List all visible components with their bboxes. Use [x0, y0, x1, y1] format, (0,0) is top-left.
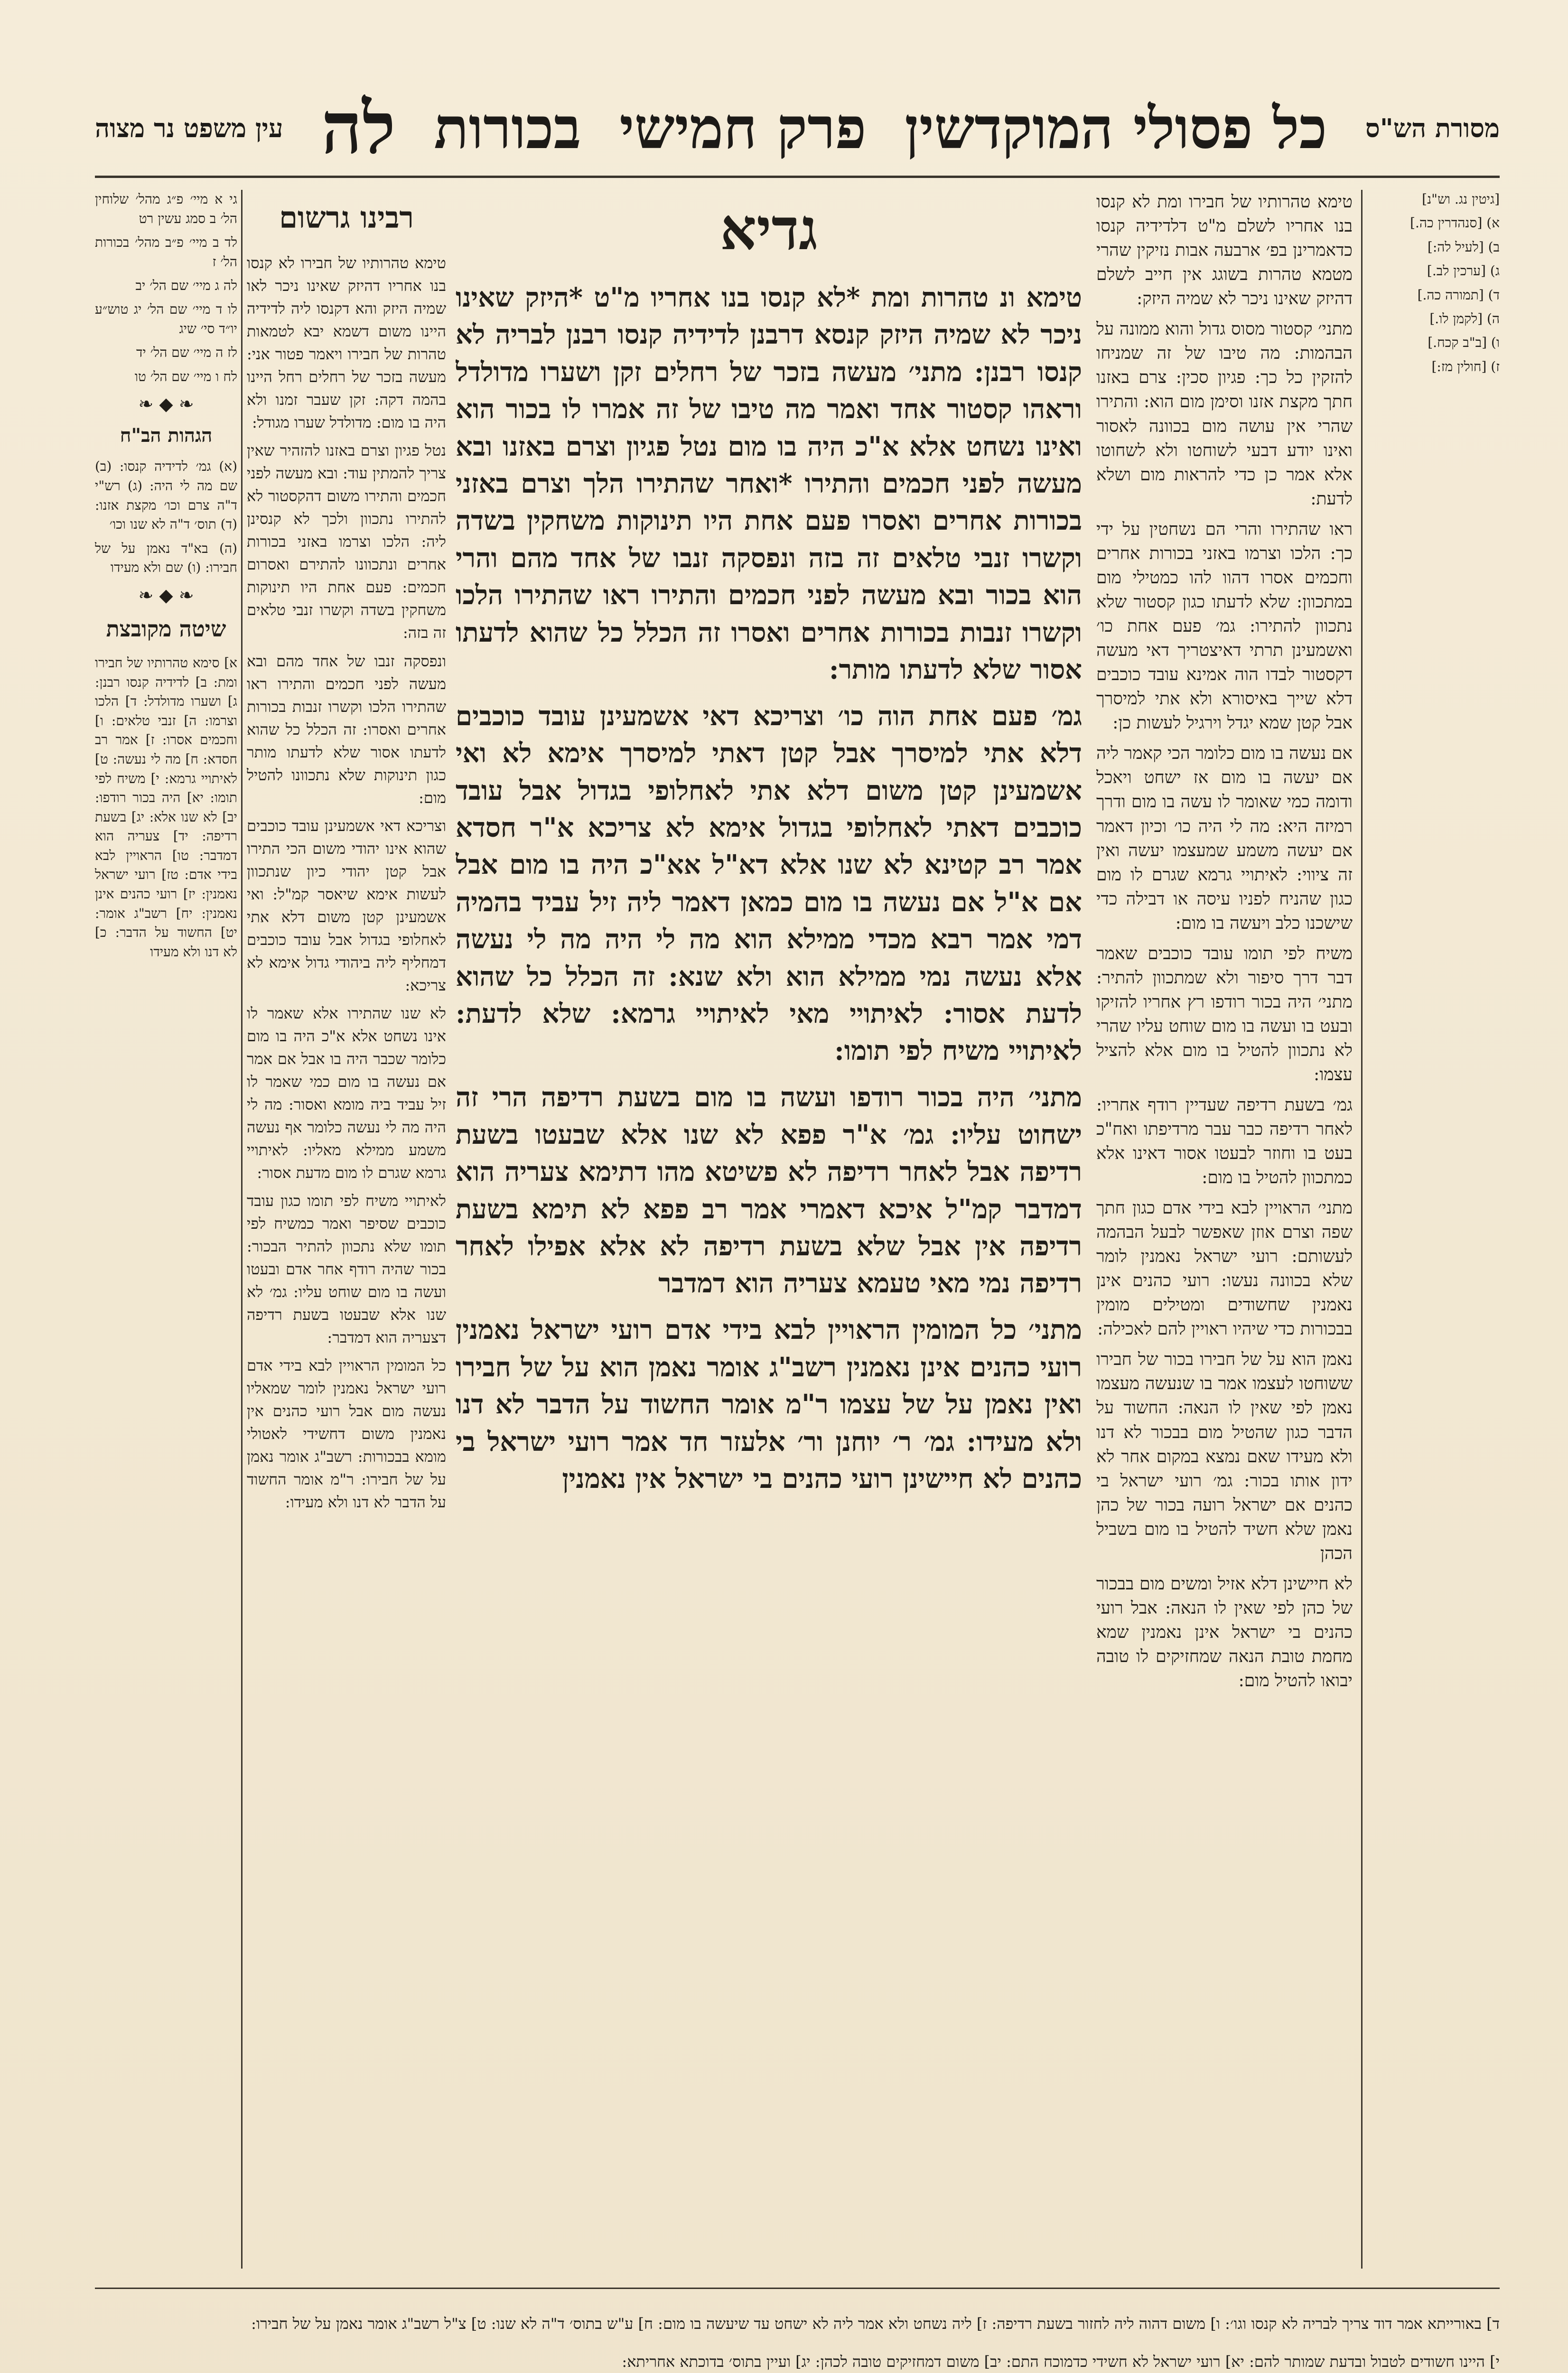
- page-header: [95, 85, 1500, 171]
- ein-mishpat-entry: לה ג מיי׳ שם הל׳ יב: [135, 277, 237, 293]
- rashi-paragraph: לא חיישינן דלא אזיל ומשים מום בבכור של כהן לפי שאין לו הנאה: אבל רועי כהנים בי ישראל אינן נאמנין שמא מחמת טובת הנאה שמחזיקים לו טובה יבואו להטיל מום:: [1096, 1574, 1353, 1691]
- masoret-entries: [1367, 190, 1500, 376]
- gemara-paragraph: מתני׳ כל המומין הראויין לבא בידי אדם רועי ישראל נאמנין רועי כהנים אינן נאמנין רשב"ג אומר נאמן הוא על של חבירו ואין נאמן על של עצמו ר"מ אומר החשוד על הדבר לא דנו ולא מעידו: גמ׳ ר׳ יוחנן ור׳ אלעזר חד אמר רועי ישראל בי כהנים לא חיישינן רועי כהנים בי ישראל אין נאמנין: [456, 1314, 1082, 1495]
- rabbeinu-gershom-text: [247, 252, 446, 1513]
- masoret-entry: [גיטין נג. וש"נ]: [1422, 191, 1500, 207]
- masoret-header-label: מסורת הש"ס: [1365, 113, 1500, 143]
- chapter-name-title: כל פסולי המוקדשין: [905, 94, 1327, 162]
- column-rule-1: [1361, 190, 1363, 2269]
- ein-mishpat-header-label: עין משפט נר מצוה: [95, 113, 283, 143]
- hagahot-entries: [95, 457, 237, 577]
- rashi-paragraph: מתני׳ הראויין לבא בידי אדם כגון חתך שפה וצרם אוזן שאפשר לבעל הבהמה לעשותם: רועי ישראל נאמנין לומר שלא בכוונה נעשו: רועי כהנים אינן נאמנין שחשודים ומטילים מומין בבכורות כדי שיהיו ראויין להם לאכילה:: [1096, 1198, 1353, 1339]
- rashi-paragraph: ראו שהתירו והרי הם נשחטין על ידי כך: הלכו וצרמו באזני בכורות אחרים וחכמים אסרו דהוו להו כמטילי מום במתכוון: שלא לדעתו כגון קסטור שלא נתכוון להתירו: גמ׳ פעם אחת כו׳ ואשמעינן תרתי דאיצטריך דאי מעשה דקסטור לבדו הוה אמינא עובד כוכבים דלא שייך באיסורא ולא אתי למיסרך אבל קטן שמא יגדל וירגיל לעשות כן:: [1096, 519, 1353, 733]
- shita-entry: א] סימא טהרותיו של חבירו ומת: ב] לדידיה קנסו רבנן: ג] ושערו מדולדל: ד] הלכו וצרמו: ה] זנבי טלאים: ו] וחכמים אסרו: ז] אמר רב חסדא: ח] מה לי נעשה: ט] לאיתויי גרמא: י] משיח לפי תומו: יא] היה בכור רודפו: יב] לא שנו אלא: יג] בשעת רדיפה: יד] צעריה הוא דמדבר: טו] הראויין לבא בידי אדם: טז] רועי ישראל נאמנין: יז] רועי כהנים אינן נאמנין: יח] רשב"ג אומר: יט] החשוד על הדבר: כ] לא דנו ולא מעידו: [95, 654, 237, 960]
- rabbeinu-gershom-paragraph: טימא טהרותיו של חבירו לא קנסו בנו אחריו דהיזק שאינו ניכר לאו שמיה היזק והא דקנסו ליה לדידיה היינו משום דשמא יבא לטמאות טהרות של חבירו ויאמר פטור אני: מעשה בזכר של רחלים רחל היינו בהמה דקה: זקן שעבר זמנו ולא היה בו מום: מדולדל שערו מגודל:: [247, 254, 446, 432]
- rashi-paragraph: משיח לפי תומו עובד כוכבים שאמר דבר דרך סיפור ולא שמתכוון להתיר: מתני׳ היה בכור רודפו רץ אחריו להזיקו ובעט בו ועשה בו מום שוחט עליו שהרי לא נתכוון להטיל בו מום אלא להציל עצמו:: [1096, 944, 1353, 1085]
- rabbeinu-gershom-paragraph: לאיתויי משיח לפי תומו כגון עובד כוכבים שסיפר ואמר כמשיח לפי תומו שלא נתכוון להתיר הבכור: בכור שהיה רודף אחר אדם ובעטו ועשה בו מום שוחט עליו: גמ׳ לא שנו אלא שבעטו בשעת רדיפה דצעריה הוא דמדבר:: [247, 1192, 446, 1347]
- rabbeinu-gershom-title: רבינו גרשום: [279, 200, 414, 235]
- footer-note: י] היינו חשודים לטבול ובדעת שמותר להם: יא] רועי ישראל לא חשידי כדמוכח התם: יב] משום דמחזיקים טובה לכהן: יג] ועיין בתוס׳ בדוכתא אחריתא:: [622, 2353, 1500, 2371]
- rabbeinu-gershom-paragraph: לא שנו שהתירו אלא שאמר לו אינו נשחט אלא א"כ היה בו מום כלומר שכבר היה בו אבל אם אמר אם נעשה בו מום כמי שאמר לו זיל עביד ביה מומא ואסור: מה לי היה מה לי נעשה כלומר אף נעשה משמע ממילא מאליו: לאיתויי גרמא שגרם לו מום מדעת אסור:: [247, 1004, 446, 1182]
- ein-mishpat-entry: לד ב מיי׳ פ״ב מהל׳ בכורות הל׳ ז: [95, 234, 237, 270]
- gemara-paragraph: מתני׳ היה בכור רודפו ועשה בו מום בשעת רדיפה הרי זה ישחוט עליו: גמ׳ א"ר פפא לא שנו אלא שבעטו בשעת רדיפה אבל לאחר רדיפה לא פשיטא מהו דתימא צעריה הוא דמדבר קמ"ל איכא דאמרי אמר רב פפא לא תימא בשעת רדיפה אין אבל שלא בשעת רדיפה לא אלא אפילו לאחר רדיפה נמי מאי טעמא צעריה הוא דמדבר: [456, 1082, 1082, 1299]
- column-rule-2: [241, 190, 243, 2269]
- rashi-paragraph: גמ׳ בשעת רדיפה שעדיין רודף אחריו: לאחר רדיפה כבר עבר מרדיפתו ואח"כ בעט בו וחוזר לבעטו אסור דאינו אלא כמתכוון להטיל בו מום:: [1096, 1095, 1353, 1188]
- tractate-title: בכורות: [434, 94, 581, 162]
- gemara-paragraph: גמ׳ פעם אחת הוה כו׳ וצריכא דאי אשמעינן עובד כוכבים דלא אתי למיסרך אבל קטן דאתי למיסרך אימא לא ואי אשמעינן קטן משום דלא אתי לאחלופי בגדול אבל עובד כוכבים דאתי לאחלופי בגדול אימא לא צריכא א"ר חסדא אמר רב קטינא לא שנו אלא דא"ל אא"כ היה בו מום אבל אם א"ל אם נעשה בו מום כמאן דאמר ליה זיל עביד בהמיה דמי אמר רבא מכדי ממילא הוא מה לי היה מה לי נעשה אלא נעשה נמי ממילא הוא ולא שנא: זה הכלל כל שהוא לדעת אסור: לאיתויי מאי לאיתויי גרמא: שלא לדעת: לאיתויי משיח לפי תומו:: [456, 700, 1082, 1067]
- ein-mishpat-entries: [95, 190, 237, 386]
- header-rule: [95, 176, 1500, 178]
- rabbeinu-gershom-paragraph: כל המומין הראויין לבא בידי אדם רועי ישראל נאמנין לומר שמאליו נעשה מום אבל רועי כהנים אין נאמנין משום דחשידי לאטולי מומא בבכורות: רשב"ג אומר נאמן על של חבירו: ר"מ אומר החשוד על הדבר לא דנו ולא מעידו:: [247, 1356, 446, 1512]
- masoret-entry: ה) [לקמן לו.]: [1429, 310, 1500, 327]
- rashi-paragraph: טימא טהרותיו של חבירו ומת לא קנסו בנו אחריו לשלם מ"ט דלדידיה קנסו כדאמרינן בפ׳ ארבעה אבות נזיקין שהרי מטמא טהרות בשוגג אין חייב לשלם דהיזק שאינו ניכר לא שמיה היזק:: [1096, 192, 1353, 309]
- rabbeinu-gershom-paragraph: נטל פגיון וצרם באזנו להזהיר שאין צריך להמתין עוד: ובא מעשה לפני חכמים והתירו משום דהקסטור לא להתירו נתכוון ולכך לא קנסינן ליה: הלכו וצרמו באזני בכורות אחרים ונתכוונו להתירם ואסרום חכמים: פעם אחת היו תינוקות משחקין בשדה וקשרו זנבי טלאים זה בזה:: [247, 441, 446, 642]
- rashi-paragraph: אם נעשה בו מום כלומר הכי קאמר ליה אם יעשה בו מום אז ישחט ויאכל ודומה כמי שאומר לו עשה בו מום ודרך רמיזה היא: מה לי היה כו׳ וכיון דאמר אם יעשה משמע שמעצמו יעשה ואין זה ציווי: לאיתויי גרמא שגרם לו מום כגון שהניח לפניו עיסה או דבילה כדי שישכנו כלב ויעשה בו מום:: [1096, 744, 1353, 933]
- masoret-entry: ג) [ערכין לב.]: [1427, 263, 1500, 279]
- hagahot-entry: (א) גמ׳ לדידיה קנסו: (ב) שם מה לי היה: (ג) רש"י ד"ה צרם וכו׳ מקצת אזנו: (ד) תוס׳ ד"ה לא שנו וכו׳: [95, 458, 237, 533]
- ein-mishpat-entry: לז ה מיי׳ שם הל׳ יד: [136, 345, 237, 361]
- ein-mishpat-column: [95, 190, 237, 2278]
- hagahot-title: הגהות הב"ח: [120, 424, 213, 447]
- masoret-entry: ו) [ב"ב קכח.]: [1428, 335, 1500, 351]
- rashi-paragraph: מתני׳ קסטור מסוס גדול והוא ממונה על הבהמות: מה טיבו של זה שמניחו להזקין כל כך: פגיון סכין: צרם באזנו חתך מקצת אזנו וסימן מום הוא: והתירו שהרי אין עושה מום בכוונה לאסור ואינו יודע דבעי לשוחטו ולא לשחוטו אלא אמר כן כדי להראות מום ושלא לדעת:: [1096, 319, 1353, 509]
- hagahot-entry: (ה) בא"ד נאמן על של חבירו: (ו) שם ולא מעידו: [95, 540, 237, 576]
- ornament-divider: ❧ ◆ ❧: [138, 393, 194, 415]
- gemara-column: [456, 190, 1082, 2050]
- gemara-lead-word: גדיא: [720, 196, 818, 263]
- gemara-paragraph: טימא ונ טהרות ומת *לא קנסו בנו אחריו מ"ט *היזק שאינו ניכר לא שמיה היזק קנסא דרבנן לדידיה קנסו רבנן לבריה לא קנסו רבנן: מתני׳ מעשה בזכר של רחלים זקן ושערו מדולדל וראהו קסטור אחד ואמר מה טיבו של זה אמרו לו בכור הוא ואינו נשחט אלא א"כ היה בו מום נטל פגיון וצרם באזנו ובא מעשה לפני חכמים והתירו *ואחר שהתירו הלך וצרם באזני בכורות אחרים ואסרו פעם אחת היו תינוקות משחקין בשדה וקשרו זנבי טלאים זה בזה ונפסקה זנבו של אחד מהם והרי הוא בכור ובא מעשה לפני חכמים והתירו ראו שהתירו הלכו וקשרו זנבות בכורות אחרים ואסרו זה הכלל כל שהוא לדעתו אסור שלא לדעתו מותר:: [456, 282, 1082, 685]
- ornament-divider-2: ❧ ◆ ❧: [138, 584, 194, 606]
- shita-mekubetzet-title: שיטה מקובצת: [106, 616, 226, 642]
- rabbeinu-gershom-column: [247, 190, 446, 2269]
- rashi-text: [1096, 190, 1353, 1693]
- ein-mishpat-entry: לח ו מיי׳ שם הל׳ טו: [134, 368, 237, 384]
- folio-number: לה: [321, 86, 396, 170]
- footer-rule: [95, 2288, 1500, 2289]
- footer-notes: [95, 2297, 1500, 2373]
- masoret-hashas-column: [1367, 190, 1500, 2278]
- masoret-entry: א) [סנהדרין כה.]: [1410, 215, 1500, 231]
- footer-note: ד] באורייתא אמר דוד צריך לבריה לא קנסו וגו׳: ו] משום דהוה ליה לחזור בשעת רדיפה: ז] ליה נשחט ולא אמר ליה לא ישחט עד שיעשה בו מום: ח] ע"ש בתוס׳ ד"ה לא שנו: ט] צ"ל רשב"ג אומר נאמן על של חבירו:: [251, 2315, 1500, 2333]
- rabbeinu-gershom-paragraph: ונפסקה זנבו של אחד מהם ובא מעשה לפני חכמים והתירו ראו שהתירו הלכו וקשרו זנבות בכורות אחרים ואסרו: זה הכלל כל שהוא לדעתו אסור שלא לדעתו מותר כגון תינוקות שלא נתכוונו להטיל מום:: [247, 652, 446, 807]
- rabbeinu-gershom-paragraph: וצריכא דאי אשמעינן עובד כוכבים שהוא אינו יהודי משום הכי התירו אבל קטן יהודי כיון שנתכוון לעשות אימא שיאסר קמ"ל: ואי אשמעינן קטן משום דלא אתי לאחלופי בגדול אבל עובד כוכבים דמחליף ליה ביהודי גדול אימא לא צריכא:: [247, 816, 446, 994]
- ein-mishpat-entry: גי א מיי׳ פ״ג מהל׳ שלוחין הל׳ ב סמג עשין רט: [95, 191, 237, 226]
- ein-mishpat-entry: לו ד מיי׳ שם הל׳ יג טוש״ע יו״ד סי׳ שיג: [95, 301, 237, 336]
- masoret-entry: ב) [לעיל לה:]: [1427, 239, 1500, 255]
- masoret-entry: ז) [חולין מז:]: [1431, 358, 1500, 374]
- gemara-text: [456, 279, 1082, 1497]
- rashi-paragraph: נאמן הוא על של חבירו בכור של חבירו ששוחטו לעצמו אמר בו שנעשה מעצמו נאמן לפי שאין לו הנאה: החשוד על הדבר כגון שהטיל מום בבכור לא דנו ולא מעידו שאם נמצא במקום אחר לא ידון אותו בכור: גמ׳ רועי ישראל בי כהנים אם ישראל רועה בכור של כהן נאמן שלא חשיד להטיל בו מום בשביל הכהן: [1096, 1350, 1353, 1564]
- masoret-entry: ד) [תמורה כה.]: [1417, 287, 1500, 303]
- rashi-column: [1096, 190, 1353, 2269]
- shita-mekubetzet-entries: [95, 654, 237, 962]
- chapter-number-title: פרק חמישי: [619, 94, 867, 162]
